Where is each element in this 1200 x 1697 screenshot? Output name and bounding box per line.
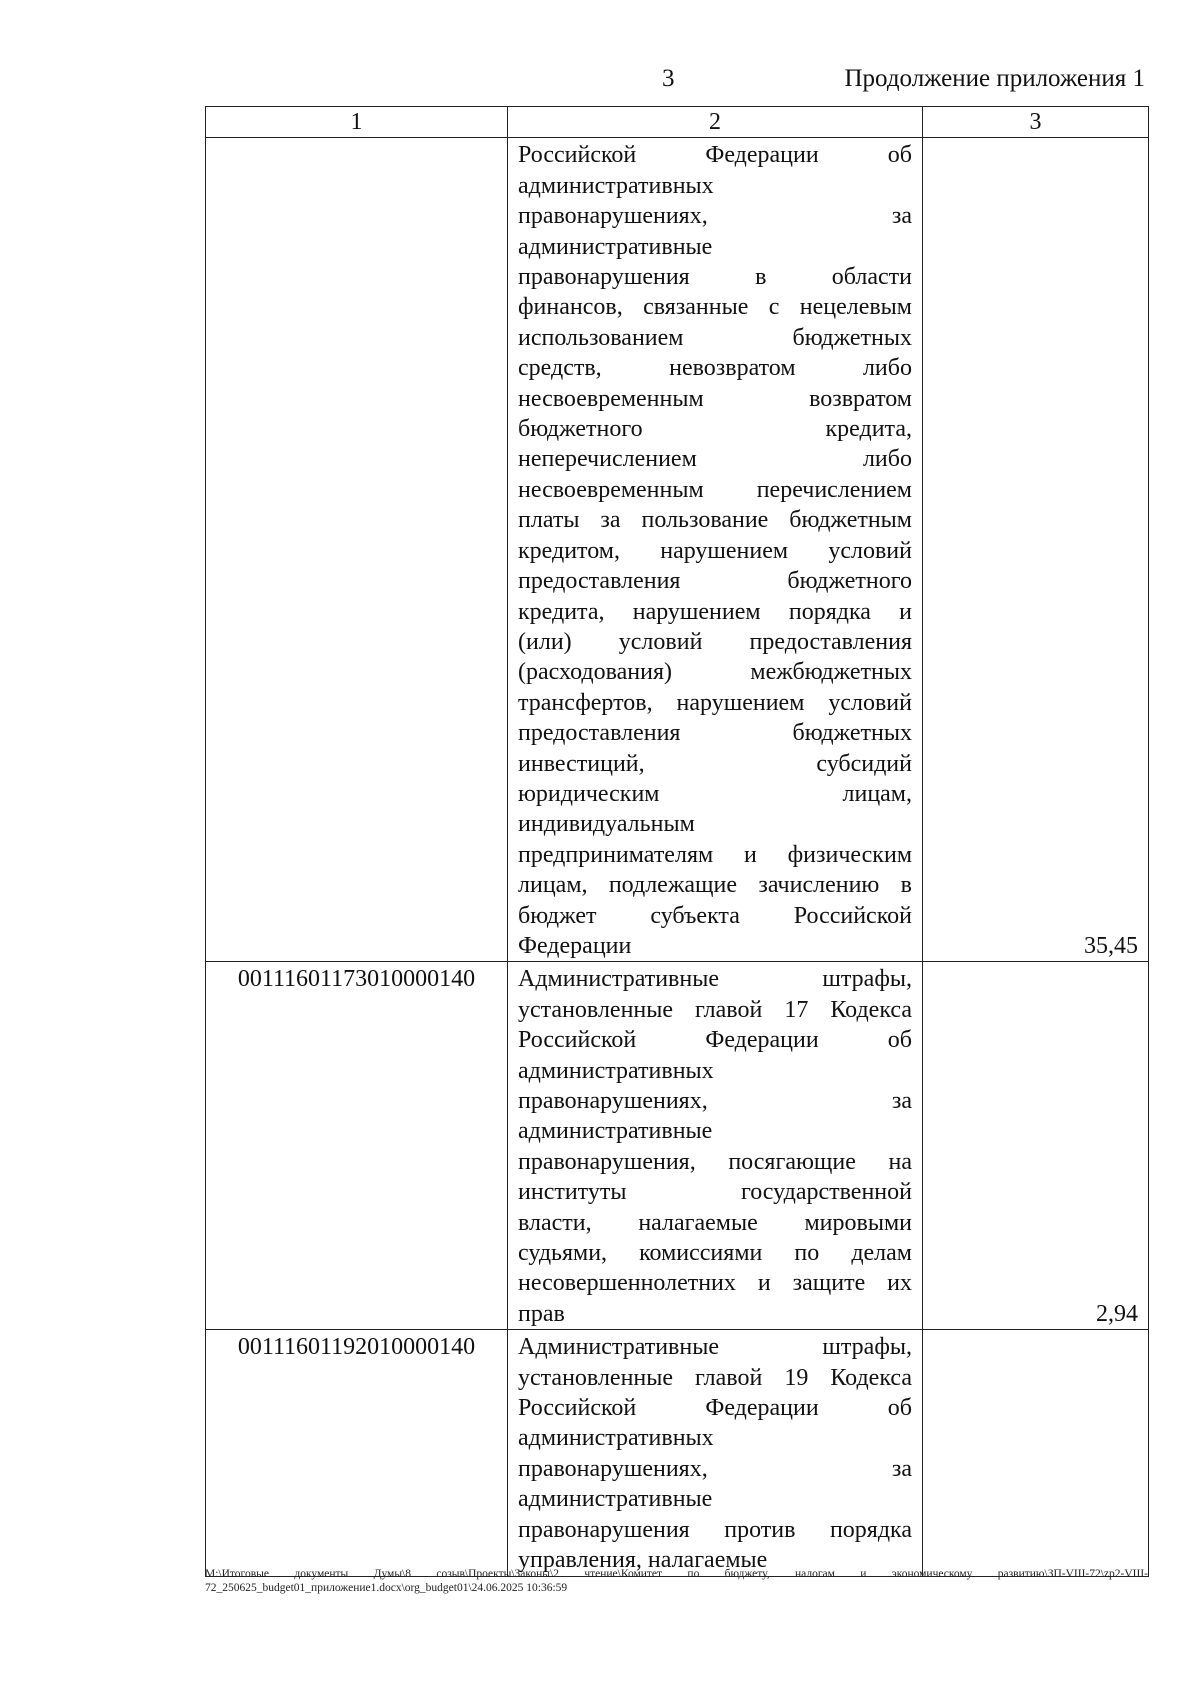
continuation-label: Продолжение приложения 1 xyxy=(844,65,1145,92)
description-cell xyxy=(508,138,923,962)
description-line: прав xyxy=(518,1300,565,1327)
description-line: кредитом, нарушением условий xyxy=(518,537,912,564)
description-line: (или) условий предоставления xyxy=(518,628,912,655)
description-line: институты государственной xyxy=(518,1179,912,1206)
description-line: кредита, нарушением порядка и xyxy=(518,598,912,625)
code-cell: 00111601192010000140 xyxy=(206,1330,508,1576)
description-line: правонарушениях, за xyxy=(518,203,912,230)
description-line: правонарушения в области xyxy=(518,264,912,291)
description-line: финансов, связанные с нецелевым xyxy=(518,294,912,321)
code-cell: 00111601173010000140 xyxy=(206,962,508,1330)
description-line: административных xyxy=(518,1057,714,1084)
description-line: Административные штрафы, xyxy=(518,1334,912,1361)
description-line: неперечислением либо xyxy=(518,446,912,473)
description-line: правонарушениях, за xyxy=(518,1455,912,1482)
description-line: административные xyxy=(518,1118,713,1145)
code-cell xyxy=(206,138,508,962)
description-line: Российской Федерации об xyxy=(518,1395,912,1422)
table-row xyxy=(206,1330,1149,1576)
description-line: Российской Федерации об xyxy=(518,142,912,169)
column-header-1: 1 xyxy=(206,107,508,138)
description-line: использованием бюджетных xyxy=(518,324,912,351)
description-line: Федерации xyxy=(518,932,632,959)
description-line: судьями, комиссиями по делам xyxy=(518,1240,912,1267)
description-line: средств, невозвратом либо xyxy=(518,355,912,382)
table-header-row xyxy=(206,107,1149,138)
description-line: индивидуальным xyxy=(518,811,695,838)
revenue-table xyxy=(205,106,1149,1577)
description-line: Российской Федерации об xyxy=(518,1027,912,1054)
description-line: правонарушения против порядка xyxy=(518,1516,912,1543)
description-line: предпринимателям и физическим xyxy=(518,841,912,868)
description-line: установленные главой 19 Кодекса xyxy=(518,1364,912,1391)
description-line: предоставления бюджетных xyxy=(518,720,912,747)
description-line: правонарушениях, за xyxy=(518,1088,912,1114)
table-row xyxy=(206,962,1149,1330)
description-line: установленные главой 17 Кодекса xyxy=(518,996,912,1023)
description-line: несовершеннолетних и защите их xyxy=(518,1270,912,1297)
description-line: платы за пользование бюджетным xyxy=(518,507,912,534)
description-line: управления, налагаемые xyxy=(518,1547,768,1574)
description-line: юридическим лицам, xyxy=(518,780,912,807)
description-line: (расходования) межбюджетных xyxy=(518,659,912,686)
description-line: власти, налагаемые мировыми xyxy=(518,1209,912,1236)
column-header-3: 3 xyxy=(923,107,1149,138)
table-row xyxy=(206,138,1149,962)
description-line: бюджетного кредита, xyxy=(518,416,912,443)
description-cell xyxy=(508,962,923,1330)
description-line: административные xyxy=(518,233,713,260)
column-header-2: 2 xyxy=(508,107,923,138)
description-line: административные xyxy=(518,1486,713,1513)
description-line: несвоевременным перечислением xyxy=(518,476,912,503)
description-line: бюджет субъекта Российской xyxy=(518,902,912,929)
amount-cell: 2,94 xyxy=(923,962,1149,1330)
description-line: несвоевременным возвратом xyxy=(518,385,912,412)
description-line: Административные штрафы, xyxy=(518,966,912,993)
description-cell xyxy=(508,1330,923,1576)
description-line: инвестиций, субсидий xyxy=(518,750,912,777)
amount-cell xyxy=(923,1330,1149,1576)
description-line: предоставления бюджетного xyxy=(518,568,912,595)
description-line: трансфертов, нарушением условий xyxy=(518,689,912,716)
description-line: административных xyxy=(518,1425,714,1452)
page-number: 3 xyxy=(662,65,675,92)
description-line: правонарушения, посягающие на xyxy=(518,1148,912,1175)
footer-file-path: M:\Итоговые документы Думы\8 созыв\Проекты\Законы\2 чтение\Комитет по бюджету, налогам и экономическому развитию\ЗП-VIII-72\zp2-VIII-72_250625_budget01_приложение1.docx\org_budget01\24.06.2025 10:36:59 xyxy=(205,1568,1148,1594)
amount-cell: 35,45 xyxy=(923,138,1149,962)
description-line: лицам, подлежащие зачислению в xyxy=(518,872,912,899)
description-line: административных xyxy=(518,172,714,199)
